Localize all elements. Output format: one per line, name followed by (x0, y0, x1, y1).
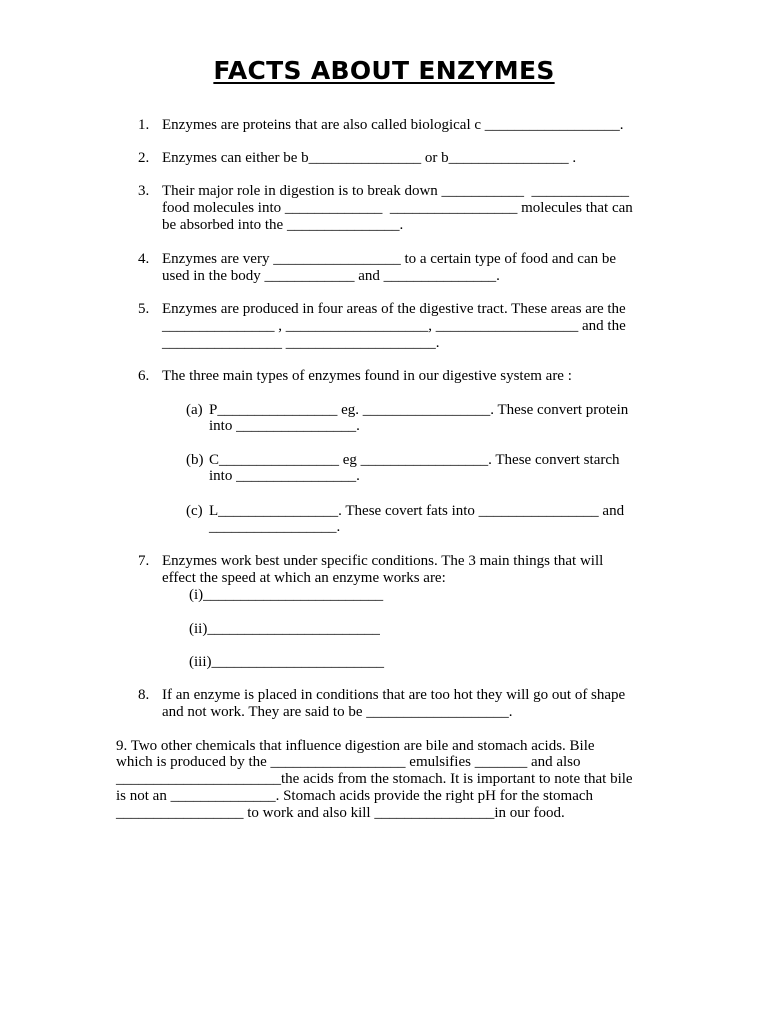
question-number: 6. (138, 368, 150, 384)
question-text-line: into ________________. (209, 468, 360, 484)
page-title: FACTS ABOUT ENZYMES (213, 56, 555, 85)
question-text-line: If an enzyme is placed in conditions that are too hot they will go out of shape (162, 687, 626, 703)
question-text-line: P________________ eg. _________________. These convert protein (209, 402, 629, 418)
question-text-line: Their major role in digestion is to break down ___________ _____________ (162, 183, 630, 199)
question-text-line: be absorbed into the _______________. (162, 217, 404, 233)
question-text-line: and not work. They are said to be ___________________. (162, 704, 513, 720)
question-text-line: Enzymes work best under specific conditions. The 3 main things that will (162, 553, 604, 569)
question-text-line: Enzymes are very _________________ to a certain type of food and can be (162, 251, 617, 267)
question-text-line: is not an ______________. Stomach acids provide the right pH for the stomach (116, 788, 594, 804)
question-text-line: which is produced by the __________________ emulsifies _______ and also (116, 754, 581, 770)
question-text-line: Enzymes are proteins that are also called biological c __________________. (162, 117, 624, 133)
question-text-line: ______________________the acids from the stomach. It is important to note that bile (116, 771, 633, 787)
question-text-line: food molecules into _____________ _________________ molecules that can (162, 200, 633, 216)
question-text-line: The three main types of enzymes found in our digestive system are : (162, 368, 572, 384)
question-text-line: ________________ ____________________. (162, 335, 440, 351)
question-number: 8. (138, 687, 150, 703)
question-number: 4. (138, 251, 150, 267)
answer-line-item: (i)________________________ (189, 587, 384, 603)
sub-question-label: (c) (186, 503, 203, 519)
question-text-line: Enzymes can either be b_______________ or b________________ . (162, 150, 577, 166)
question-text-line: 9. Two other chemicals that influence digestion are bile and stomach acids. Bile (116, 738, 595, 754)
answer-line-item: (ii)_______________________ (189, 621, 380, 637)
question-text-line: _________________ to work and also kill ________________in our food. (116, 805, 565, 821)
question-number: 1. (138, 117, 150, 133)
question-text-line: L________________. These covert fats into ________________ and (209, 503, 625, 519)
sub-question-label: (a) (186, 402, 203, 418)
question-text-line: _______________ , ___________________, ___________________ and the (162, 318, 626, 334)
question-text-line: into ________________. (209, 418, 360, 434)
sub-question-label: (b) (186, 452, 204, 468)
question-text-line: C________________ eg _________________. These convert starch (209, 452, 620, 468)
question-text-line: effect the speed at which an enzyme works are: (162, 570, 446, 586)
question-text-line: _________________. (209, 519, 341, 535)
question-number: 2. (138, 150, 150, 166)
question-number: 3. (138, 183, 150, 199)
answer-line-item: (iii)_______________________ (189, 654, 384, 670)
question-number: 7. (138, 553, 150, 569)
question-number: 5. (138, 301, 150, 317)
question-text-line: Enzymes are produced in four areas of the digestive tract. These areas are the (162, 301, 626, 317)
question-text-line: used in the body ____________ and _______________. (162, 268, 500, 284)
